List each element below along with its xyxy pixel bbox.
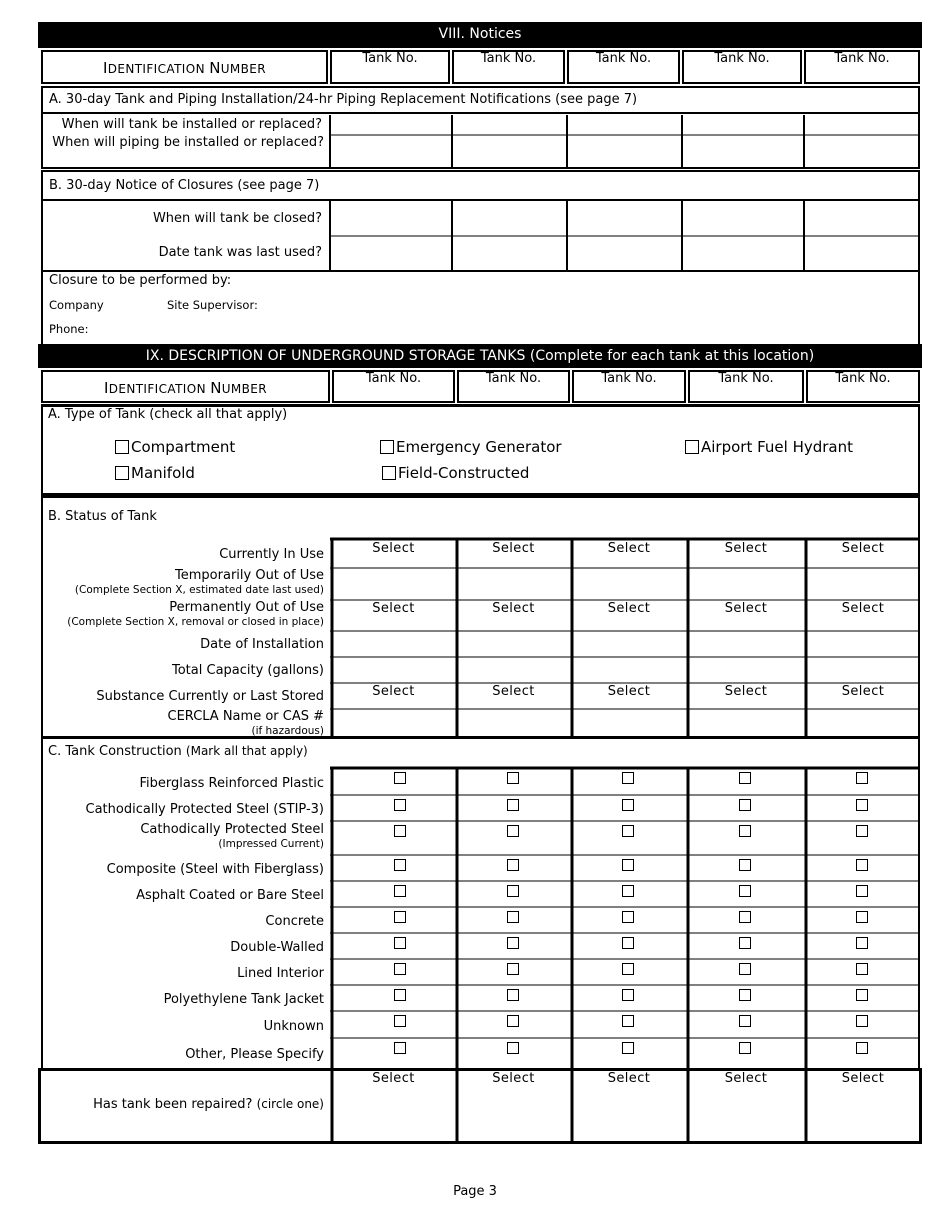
select-text: Select <box>607 684 651 699</box>
select-text: Select <box>492 1071 535 1086</box>
status-label-note: (if hazardous) <box>251 725 324 737</box>
construction-label-text: Cathodically Protected Steel <box>140 822 324 837</box>
select-text: Select <box>372 684 415 699</box>
company-label: Company <box>49 298 104 312</box>
status-label-text: Permanently Out of Use <box>169 600 324 615</box>
status-label-text: Currently In Use <box>219 547 324 562</box>
select-text: Select <box>492 684 535 699</box>
status-label-text: CERCLA Name or CAS # <box>167 709 324 724</box>
id-letter: N <box>210 379 222 397</box>
tank-type-label: Airport Fuel Hydrant <box>701 438 854 456</box>
select-text: Select <box>841 541 885 556</box>
id-text: DENTIFICATION <box>108 382 211 396</box>
construction-label-text: Fiberglass Reinforced Plastic <box>139 775 324 791</box>
id-letter: N <box>209 59 221 77</box>
tank-no-header: Tank No. <box>452 50 565 84</box>
tank-type-label: Field-Constructed <box>398 464 530 482</box>
construction-label-text: Lined Interior <box>237 966 324 981</box>
construction-label-text: Unknown <box>263 1018 324 1034</box>
phone-label: Phone: <box>49 322 89 336</box>
select-text: Select <box>841 684 885 699</box>
select-text: Select <box>372 1071 415 1086</box>
tank-no-header: Tank No. <box>332 370 455 403</box>
id-text: DENTIFICATION <box>107 62 210 76</box>
tank-no-header: Tank No. <box>457 370 570 403</box>
part-c-note: (Mark all that apply) <box>185 744 308 758</box>
section-8-part-a-title: A. 30-day Tank and Piping Installation/24-hr Piping Replacement Notifications (see page 7) <box>41 86 920 114</box>
tank-type-label: Manifold <box>131 464 195 482</box>
select-text: Select <box>724 1071 768 1086</box>
select-text: Select <box>607 541 651 556</box>
select-text: Select <box>372 601 415 616</box>
select-text: Select <box>607 601 651 616</box>
select-text: Select <box>841 1071 885 1086</box>
section-9-part-a-title: A. Type of Tank (check all that apply) <box>48 407 288 422</box>
tank-no-header: Tank No. <box>567 50 680 84</box>
construction-label-note: (Impressed Current) <box>218 838 324 850</box>
tank-no-header: Tank No. <box>804 50 920 84</box>
tank-no-header: Tank No. <box>682 50 802 84</box>
select-text: Select <box>724 684 768 699</box>
tank-type-label: Compartment <box>131 438 236 456</box>
construction-label-text: Concrete <box>265 914 324 929</box>
closure-by-label: Closure to be performed by: <box>49 273 232 288</box>
select-text: Select <box>724 601 768 616</box>
tank-no-header: Tank No. <box>330 50 450 84</box>
site-supervisor-label: Site Supervisor: <box>167 298 258 312</box>
repaired-note: (circle one) <box>256 1097 324 1111</box>
status-label-text: Substance Currently or Last Stored <box>96 689 324 704</box>
construction-label-text: Asphalt Coated or Bare Steel <box>136 888 324 903</box>
id-letter: I <box>102 59 108 77</box>
construction-label-text: Double-Walled <box>230 940 324 955</box>
row-label: When will tank be installed or replaced? <box>61 117 322 132</box>
construction-label-text: Polyethylene Tank Jacket <box>163 992 324 1007</box>
status-label-text: Date of Installation <box>200 637 324 652</box>
status-label-text: Total Capacity (gallons) <box>172 663 324 678</box>
section-8-part-b-title: B. 30-day Notice of Closures (see page 7) <box>41 170 920 201</box>
tank-type-label: Emergency Generator <box>396 438 562 456</box>
row-label: When will piping be installed or replaced? <box>52 135 324 150</box>
id-text: UMBER <box>221 382 268 396</box>
repaired-text: Has tank been repaired? <box>93 1097 253 1112</box>
section-9-title: IX. DESCRIPTION OF UNDERGROUND STORAGE TANKS (Complete for each tank at this location) <box>38 344 922 368</box>
part-c-title-text: C. Tank Construction <box>48 744 182 759</box>
status-label-note: (Complete Section X, removal or closed in place) <box>67 616 324 628</box>
construction-label-text: Other, Please Specify <box>185 1047 324 1062</box>
status-label-text: Temporarily Out of Use <box>175 568 324 583</box>
tank-no-header: Tank No. <box>572 370 686 403</box>
tank-no-header: Tank No. <box>806 370 920 403</box>
select-text: Select <box>724 541 768 556</box>
row-label: When will tank be closed? <box>152 211 322 226</box>
row-label: Date tank was last used? <box>158 245 322 260</box>
page-number: Page 3 <box>453 1184 497 1199</box>
tank-no-header: Tank No. <box>688 370 804 403</box>
select-text: Select <box>841 601 885 616</box>
construction-label-text: Cathodically Protected Steel (STIP-3) <box>85 802 324 817</box>
id-text: UMBER <box>220 62 267 76</box>
select-text: Select <box>492 541 535 556</box>
select-text: Select <box>372 541 415 556</box>
id-letter: I <box>103 379 109 397</box>
section-8-title: VIII. Notices <box>38 22 922 48</box>
construction-label-text: Composite (Steel with Fiberglass) <box>106 862 324 877</box>
select-text: Select <box>492 601 535 616</box>
select-text: Select <box>607 1071 651 1086</box>
section-9-part-b-title: B. Status of Tank <box>48 509 157 524</box>
status-label-note: (Complete Section X, estimated date last used) <box>74 584 324 596</box>
